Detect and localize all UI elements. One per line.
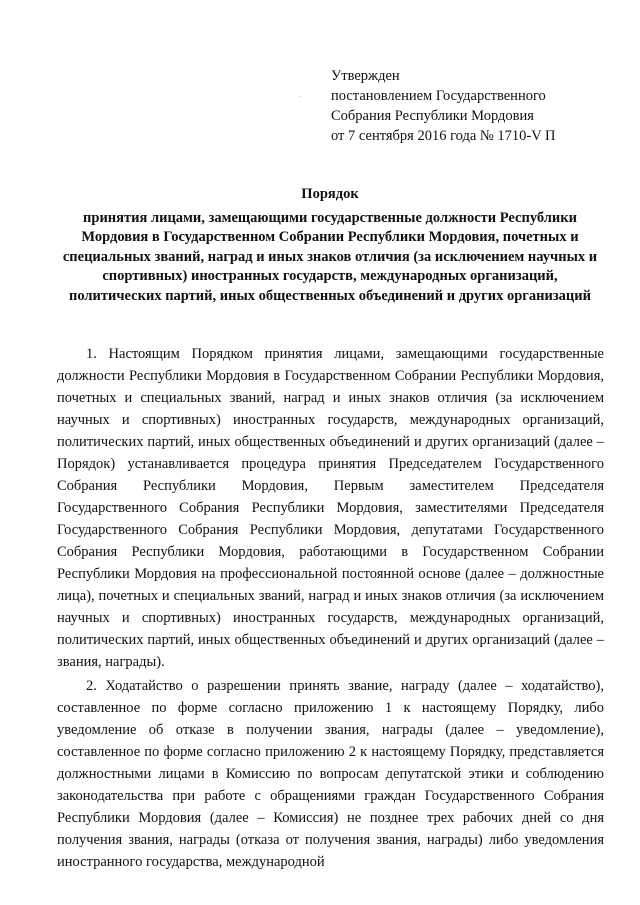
paragraph-2: 2. Ходатайство о разрешении принять звание, награду (далее – ходатайство), составленное по форме согласно приложению 1 к настоящему Порядку, либо уведомление об отказе в получении звания, награды (далее – уведомление), составленное по форме согласно приложению 2 к настоящему Порядку, представляется должностными лицами в Комиссию по вопросам депутатской этики и соблюдению законодательства при работе с обращениями граждан Государственного Собрания Республики Мордовия (далее – Комиссия) не позднее трех рабочих дней со дня получения звания, награды (отказа от получения звания, награды) либо уведомления иностранного государства, международной (57, 678, 604, 870)
scan-speck (300, 96, 301, 97)
document-body (57, 343, 604, 873)
paragraph-1: 1. Настоящим Порядком принятия лицами, замещающими государственные должности Республики Мордовия в Государственном Собрании Республики Мордовия, почетных и специальных званий, наград и иных знаков отличия (за исключением научных и спортивных) иностранных государств, международных организаций, политических партий, иных общественных объединений и других организаций (далее – Порядок) устанавливается процедура принятия Председателем Государственного Собрания Республики Мордовия, Первым заместителем Председателя Государственного Собрания Республики Мордовия, заместителями Председателя Государственного Собрания Республики Мордовия, депутатами Государственного Собрания Республики Мордовия, работающими в Государственном Собрании Республики Мордовия на профессиональной постоянной основе (далее – должностные лица), почетных и специальных званий, наград и иных знаков отличия (за исключением научных и спортивных) иностранных государств, международных организаций, политических партий, иных общественных объединений и других организаций (далее – звания, награды). (57, 346, 604, 670)
title-subtitle: принятия лицами, замещающими государственные должности Республики Мордовия в Государственном Собрании Республики Мордовия, почетных и специальных званий, наград и иных знаков отличия (за исключением научных и спортивных) иностранных государств, международных организаций, политических партий, иных общественных объединений и других организаций (62, 209, 598, 304)
document-title (56, 185, 604, 306)
approval-stamp (331, 66, 621, 146)
approval-line-1: Утвержден (331, 68, 400, 84)
approval-line-4: от 7 сентября 2016 года № 1710-V П (331, 128, 556, 144)
approval-line-2: постановлением Государственного (331, 88, 546, 104)
title-heading: Порядок (301, 186, 359, 202)
approval-line-3: Собрания Республики Мордовия (331, 108, 534, 124)
